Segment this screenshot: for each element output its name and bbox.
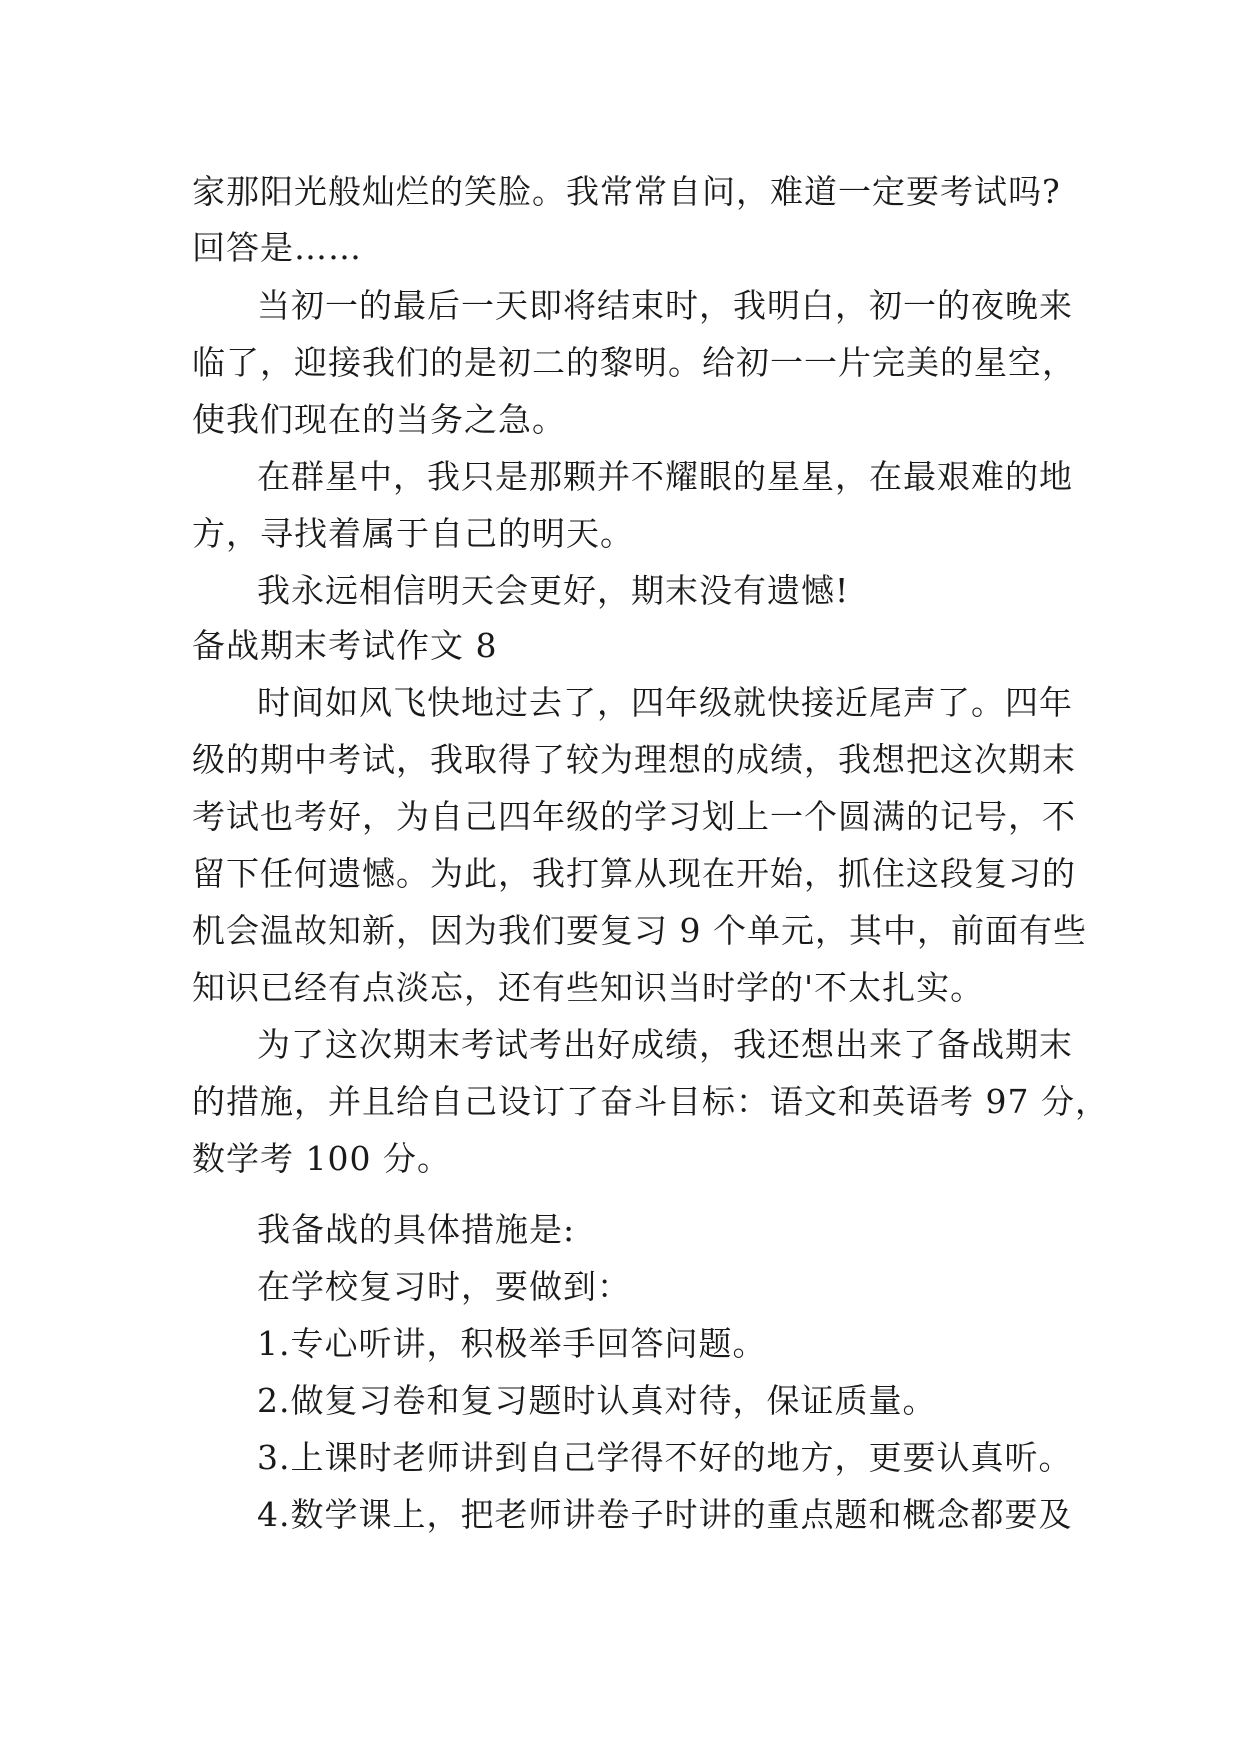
text-line: 临了，迎接我们的是初二的黎明。给初一一片完美的星空， <box>192 343 1076 382</box>
text-line: 考试也考好，为自己四年级的学习划上一个圆满的记号，不 <box>192 797 1076 836</box>
text-line: 回答是…… <box>192 228 362 267</box>
text-line: 我永远相信明天会更好，期末没有遗憾! <box>257 571 850 610</box>
list-item: 1.专心听讲，积极举手回答问题。 <box>257 1324 767 1363</box>
text-line: 为了这次期末考试考出好成绩，我还想出来了备战期末 <box>257 1025 1073 1064</box>
text-line: 数学考 100 分。 <box>192 1139 451 1178</box>
text-line: 在学校复习时，要做到： <box>257 1267 631 1306</box>
text-line: 方，寻找着属于自己的明天。 <box>192 514 634 553</box>
text-line: 的措施，并且给自己设订了奋斗目标：语文和英语考 97 分， <box>192 1082 1109 1121</box>
section-heading: 备战期末考试作文 8 <box>192 626 498 665</box>
text-line: 在群星中，我只是那颗并不耀眼的星星，在最艰难的地 <box>257 457 1073 496</box>
text-line: 我备战的具体措施是: <box>257 1210 576 1249</box>
text-line: 时间如风飞快地过去了，四年级就快接近尾声了。四年 <box>257 683 1073 722</box>
text-line: 使我们现在的当务之急。 <box>192 400 566 439</box>
list-item: 4.数学课上，把老师讲卷子时讲的重点题和概念都要及 <box>257 1495 1073 1534</box>
text-line: 家那阳光般灿烂的笑脸。我常常自问，难道一定要考试吗? <box>192 172 1061 211</box>
text-line: 当初一的最后一天即将结束时，我明白，初一的夜晚来 <box>257 286 1073 325</box>
text-line: 知识已经有点淡忘，还有些知识当时学的'不太扎实。 <box>192 968 985 1007</box>
list-item: 2.做复习卷和复习题时认真对待，保证质量。 <box>257 1381 937 1420</box>
text-line: 机会温故知新，因为我们要复习 9 个单元，其中，前面有些 <box>192 911 1087 950</box>
list-item: 3.上课时老师讲到自己学得不好的地方，更要认真听。 <box>257 1438 1073 1477</box>
text-line: 留下任何遗憾。为此，我打算从现在开始，抓住这段复习的 <box>192 854 1076 893</box>
text-line: 级的期中考试，我取得了较为理想的成绩，我想把这次期末 <box>192 740 1076 779</box>
